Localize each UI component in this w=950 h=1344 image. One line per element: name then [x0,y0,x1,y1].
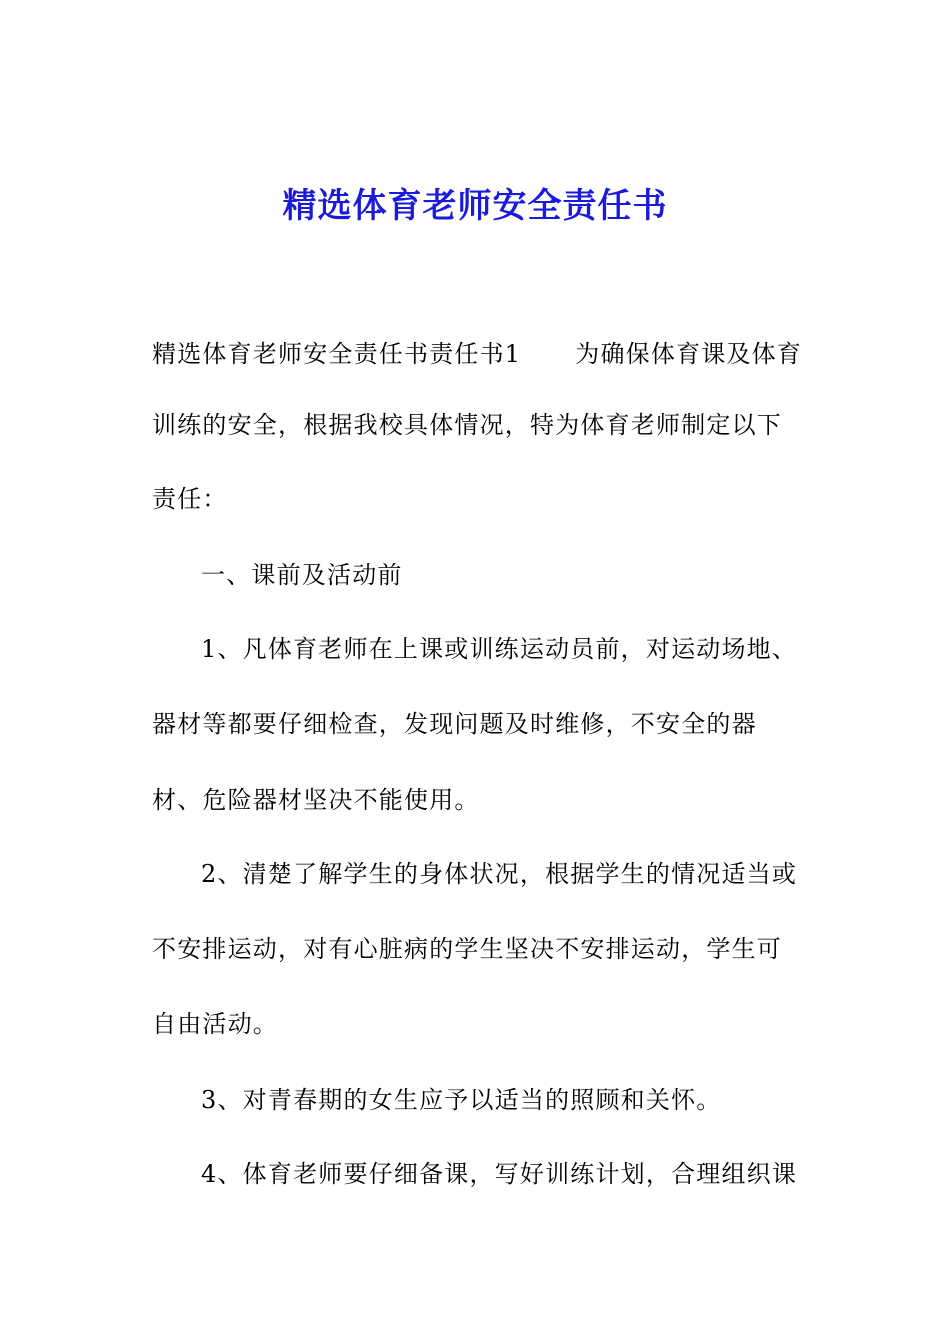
paragraph-line: 器材等都要仔细检查，发现问题及时维修，不安全的器 [152,710,757,738]
paragraph-line: 责任： [152,485,228,513]
paragraph-line: 4、体育老师要仔细备课，写好训练计划，合理组织课 [201,1160,798,1188]
paragraph-line: 不安排运动，对有心脏病的学生坚决不安排运动，学生可 [152,935,782,963]
document-title: 精选体育老师安全责任书 [282,186,668,226]
paragraph-line: 1、凡体育老师在上课或训练运动员前，对运动场地、 [201,635,798,663]
paragraph-line: 训练的安全，根据我校具体情况，特为体育老师制定以下 [152,411,782,439]
paragraph-line [152,334,802,374]
paragraph-line: 2、清楚了解学生的身体状况，根据学生的情况适当或 [201,860,798,888]
paragraph-line: 3、对青春期的女生应予以适当的照顾和关怀。 [201,1086,722,1114]
paragraph-line-heading: 精选体育老师安全责任书责任书1 [152,340,522,368]
paragraph-line: 自由活动。 [152,1010,278,1038]
section-heading: 一、课前及活动前 [201,561,403,589]
paragraph-line-text: 为确保体育课及体育 [575,340,803,368]
paragraph-line: 材、危险器材坚决不能使用。 [152,786,480,814]
